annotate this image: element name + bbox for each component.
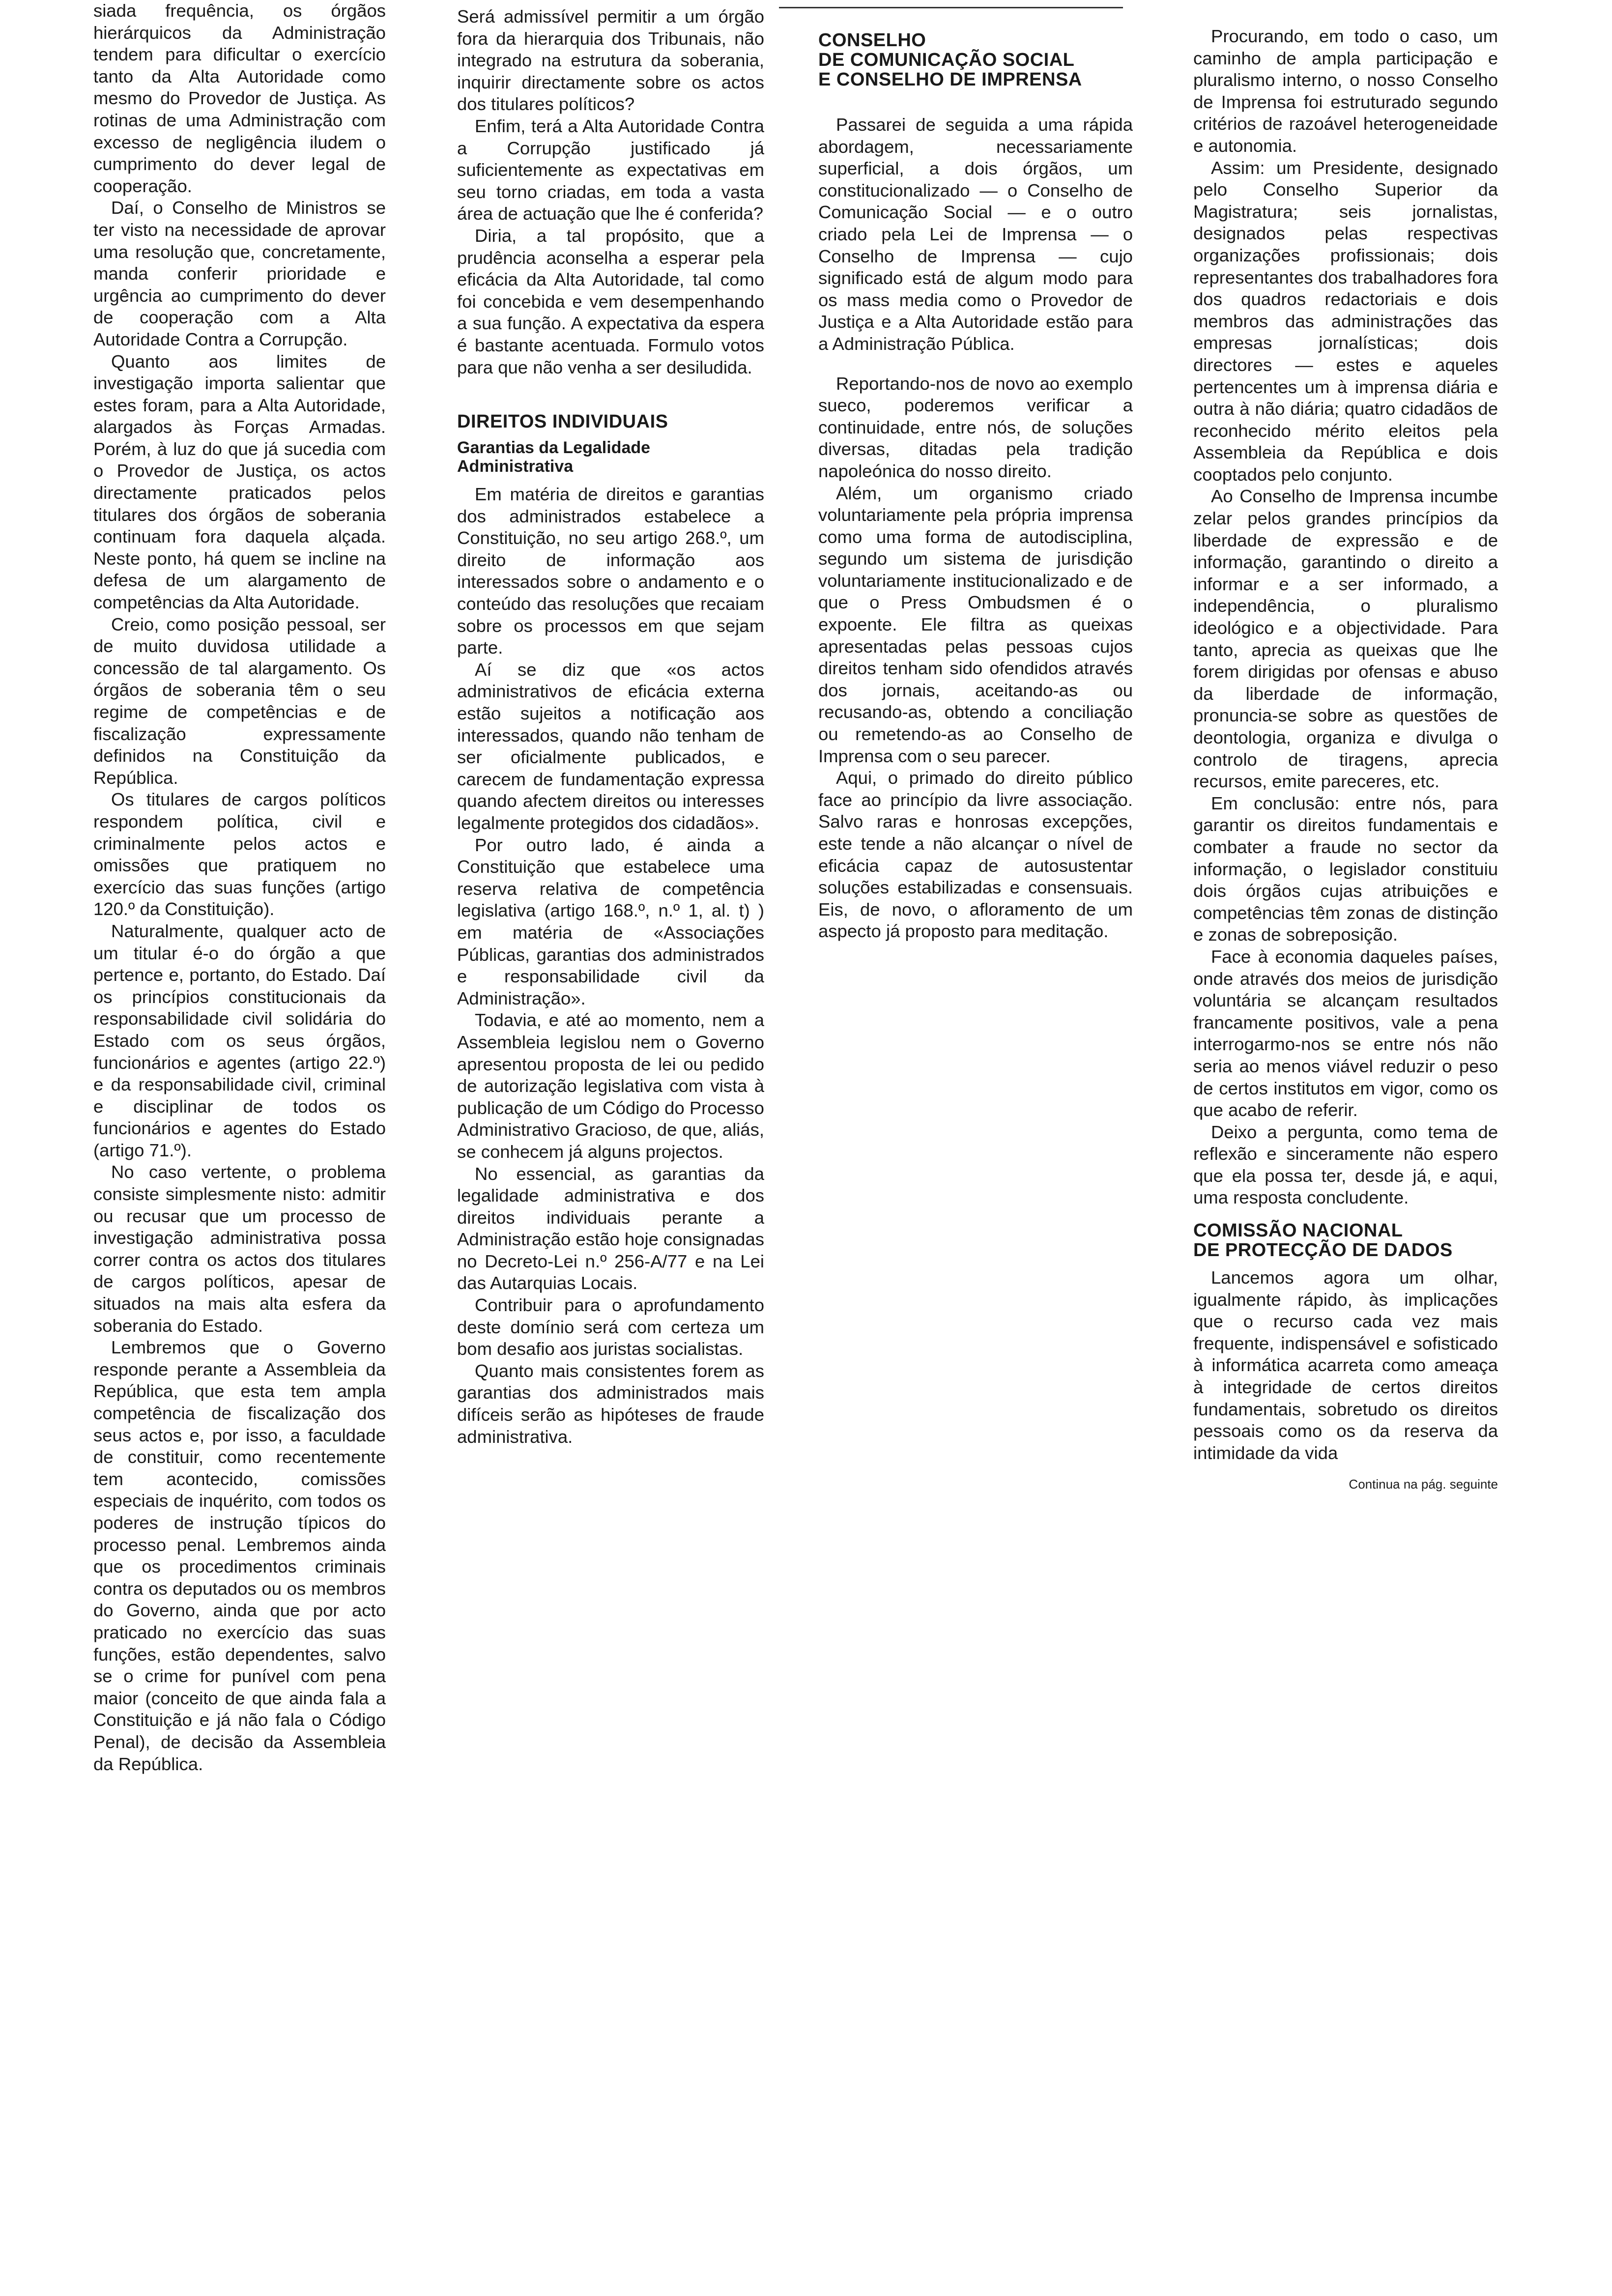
section-heading: [1193, 1221, 1498, 1260]
paragraph: Passarei de seguida a uma rápida abordagem, necessariamente superficial, a dois órgãos, um constitucionalizado — o Conselho de Comunicação Social — e o outro criado pela Lei de Imprensa — o Conselho de Imprensa — cujo significado está de algum modo para os mass media como o Provedor de Justiça e a Alta Autoridade estão para a Administração Pública.: [818, 115, 1133, 354]
continued-note: Continua na pág. seguinte: [1349, 1477, 1498, 1492]
paragraph: Em conclusão: entre nós, para garantir os direitos fundamentais e combater a fraude no sector da informação, o legislador constituiu dois órgãos cujas atribuições e competências têm zonas de distinção e zonas de sobreposição.: [1193, 793, 1498, 945]
heading-line: DE COMUNICAÇÃO SOCIAL: [818, 50, 1075, 70]
paragraph: No caso vertente, o problema consiste simplesmente nisto: admitir ou recusar que um processo de investigação administrativa possa correr contra os actos dos titulares de cargos políticos, apesar de situados na mais alta esfera da soberania do Estado.: [93, 1162, 386, 1336]
paragraph: Enfim, terá a Alta Autoridade Contra a Corrupção justificado já suficientemente as expectativas em seu torno criadas, em toda a vasta área de actuação que lhe é conferida?: [457, 115, 764, 224]
heading-line: E CONSELHO DE IMPRENSA: [818, 69, 1082, 90]
heading-line: CONSELHO: [818, 30, 926, 51]
heading-line: COMISSÃO NACIONAL: [1193, 1220, 1403, 1241]
paragraph: No essencial, as garantias da legalidade administrativa e dos direitos individuais perante a Administração estão hoje consignadas no Decreto-Lei n.º 256-A/77 e na Lei das Autarquias Locais.: [457, 1163, 764, 1293]
section-gap: [818, 96, 1133, 114]
paragraph: Todavia, e até ao momento, nem a Assembleia legislou nem o Governo apresentou proposta de lei ou pedido de autorização legislativa com vista à publicação de um Código do Processo Administrativo Gracioso, de que, aliás, se conhecem já alguns projectos.: [457, 1010, 764, 1162]
paragraph: Quanto mais consistentes forem as garantias dos administrados mais difíceis serão as hipóteses de fraude administrativa.: [457, 1360, 764, 1447]
paragraph: Aqui, o primado do direito público face ao princípio da livre associação. Salvo raras e honrosas excepções, este tende a não alcançar o nível de eficácia capaz de autosustentar soluções estabilizadas e consensuais. Eis, de novo, o afloramento de um aspecto já proposto para meditação.: [818, 768, 1133, 942]
paragraph: Lembremos que o Governo responde perante a Assembleia da República, que esta tem ampla competência de fiscalização dos seus actos e, por isso, a faculdade de constituir, como recentemente tem acontecido, comissões especiais de inquérito, com todos os poderes de instrução típicos do processo penal. Lembremos ainda que os procedimentos criminais contra os deputados ou os membros do Governo, ainda que por acto praticado no exercício das suas funções, estão dependentes, salvo se o crime for punível com pena maior (conceito de que ainda fala a Constituição e já não fala o Código Penal), de decisão da Assembleia da República.: [93, 1337, 386, 1774]
paragraph: Deixo a pergunta, como tema de reflexão e sinceramente não espero que ela possa ter, desde já, e aqui, uma resposta concludente.: [1193, 1121, 1498, 1208]
column-4: [1193, 26, 1498, 1492]
paragraph: Além, um organismo criado voluntariamente pela própria imprensa como uma forma de autodisciplina, segundo um sistema de jurisdição voluntariamente institucionalizado e de que o Press Ombudsmen é o expoente. Ele filtra as queixas apresentadas pelas pessoas cujos direitos tenham sido ofendidos através dos jornais, aceitando-as ou recusando-as, obtendo a conciliação ou remetendo-as ao Conselho de Imprensa com o seu parecer.: [818, 483, 1133, 766]
section-gap: [457, 378, 764, 407]
paragraph: Reportando-nos de novo ao exemplo sueco, poderemos verificar a continuidade, entre nós, de soluções diversas, ditadas pela tradição napoleónica do nosso direito.: [818, 373, 1133, 481]
paragraph: Face à economia daqueles países, onde através dos meios de jurisdição voluntária se alcançam resultados francamente positivos, vale a pena interrogarmo-nos se entre nós não seria ao menos viável reduzir o peso de certos institutos em vigor, como os que acabo de referir.: [1193, 946, 1498, 1120]
paragraph: Os titulares de cargos políticos respondem política, civil e criminalmente pelos actos e omissões que pratiquem no exercício das suas funções (artigo 120.º da Constituição).: [93, 789, 386, 919]
paragraph: Procurando, em todo o caso, um caminho de ampla participação e pluralismo interno, o nosso Conselho de Imprensa foi estruturado segundo critérios de razoável heterogeneidade e autonomia.: [1193, 26, 1498, 156]
paragraph: Será admissível permitir a um órgão fora da hierarquia dos Tribunais, não integrado na estrutura da soberania, inquirir directamente sobre os actos dos titulares políticos?: [457, 6, 764, 115]
paragraph: Quanto aos limites de investigação importa salientar que estes foram, para a Alta Autoridade, alargados às Forças Armadas. Porém, à luz do que já sucedia com o Provedor de Justiça, os actos directamente praticados pelos titulares dos órgãos de soberania continuam fora daquela alçada. Neste ponto, há quem se incline na defesa de um alargamento de competências da Alta Autoridade.: [93, 351, 386, 613]
subheading-line: Administrativa: [457, 457, 574, 476]
paragraph: Daí, o Conselho de Ministros se ter visto na necessidade de aprovar uma resolução que, concretamente, manda conferir prioridade e urgência ao cumprimento do dever de cooperação com a Alta Autoridade Contra a Corrupção.: [93, 198, 386, 349]
heading-line: DE PROTECÇÃO DE DADOS: [1193, 1240, 1453, 1261]
paragraph: Ao Conselho de Imprensa incumbe zelar pelos grandes princípios da liberdade de expressão e de informação, garantindo o direito a informar e a ser informado, a independência, o pluralismo ideológico e a objectividade. Para tanto, aprecia as queixas que lhe forem dirigidas por ofensas e abuso da liberdade de informação, pronuncia-se sobre as questões de deontologia, organiza e divulga o controlo de tiragens, aprecia recursos, emite pareceres, etc.: [1193, 486, 1498, 792]
section-heading: DIREITOS INDIVIDUAIS: [457, 411, 668, 432]
section-heading: [818, 30, 1133, 89]
paragraph: Creio, como posição pessoal, ser de muito duvidosa utilidade a concessão de tal alargamento. Os órgãos de soberania têm o seu regime de competências e de fiscalização expressamente definidos na Constituição da República.: [93, 614, 386, 788]
column-top-rule: [779, 7, 1123, 8]
column-2: [457, 6, 764, 1448]
paragraph: Contribuir para o aprofundamento deste domínio será com certeza um bom desafio aos juristas socialistas.: [457, 1295, 764, 1359]
paragraph: Por outro lado, é ainda a Constituição que estabelece uma reserva relativa de competência legislativa (artigo 168.º, n.º 1, al. t) ) em matéria de «Associações Públicas, garantias dos administrados e responsabilidade civil da Administração».: [457, 834, 764, 1008]
column-1: [93, 0, 386, 1775]
paragraph: Aí se diz que «os actos administrativos de eficácia externa estão sujeitos a notificação aos interessados, quando não tenham de ser oficialmente publicados, e carecem de fundamentação expressa quando afectem direitos ou interesses legalmente protegidos dos cidadãos».: [457, 659, 764, 833]
paragraph: Diria, a tal propósito, que a prudência aconselha a esperar pela eficácia da Alta Autoridade, tal como foi concebida e vem desempenhando a sua função. A expectativa da espera é bastante acentuada. Formulo votos para que não venha a ser desiludida.: [457, 225, 764, 377]
paragraph: Em matéria de direitos e garantias dos administrados estabelece a Constituição, no seu artigo 268.º, um direito de informação aos interessados sobre o andamento e o conteúdo das resoluções que recaiam sobre os processos em que sejam parte.: [457, 484, 764, 658]
subheading-line: Garantias da Legalidade: [457, 438, 651, 458]
section-subheading: [457, 438, 764, 476]
paragraph-gap: [818, 355, 1133, 373]
paragraph: Naturalmente, qualquer acto de um titular é-o do órgão a que pertence e, portanto, do Estado. Daí os princípios constitucionais da responsabilidade civil solidária do Estado com os seus órgãos, funcionários e agentes (artigo 22.º) e da responsabilidade civil, criminal e disciplinar de todos os funcionários e agentes do Estado (artigo 71.º).: [93, 920, 386, 1160]
paragraph: Lancemos agora um olhar, igualmente rápido, às implicações que o recurso cada vez mais frequente, indispensável e sofisticado à informática acarreta como ameaça à integridade de certos direitos fundamentais, sobretudo os direitos pessoais como os da reserva da intimidade da vida: [1193, 1267, 1498, 1463]
column-3: [818, 26, 1133, 943]
paragraph: siada frequência, os órgãos hierárquicos da Administração tendem para dificultar o exercício tanto da Alta Autoridade como mesmo do Provedor de Justiça. As rotinas de uma Administração com excesso de negligência iludem o cumprimento do dever legal de cooperação.: [93, 0, 386, 196]
paragraph: Assim: um Presidente, designado pelo Conselho Superior da Magistratura; seis jornalistas, designados pelas respectivas organizações profissionais; dois representantes dos trabalhadores fora dos quadros redactoriais e dois membros das administrações das empresas jornalísticas; dois directores — estes e aqueles pertencentes um à imprensa diária e outra à não diária; quatro cidadãos de reconhecido mérito eleitos pela Assembleia da República e dois cooptados pelo conjunto.: [1193, 157, 1498, 485]
